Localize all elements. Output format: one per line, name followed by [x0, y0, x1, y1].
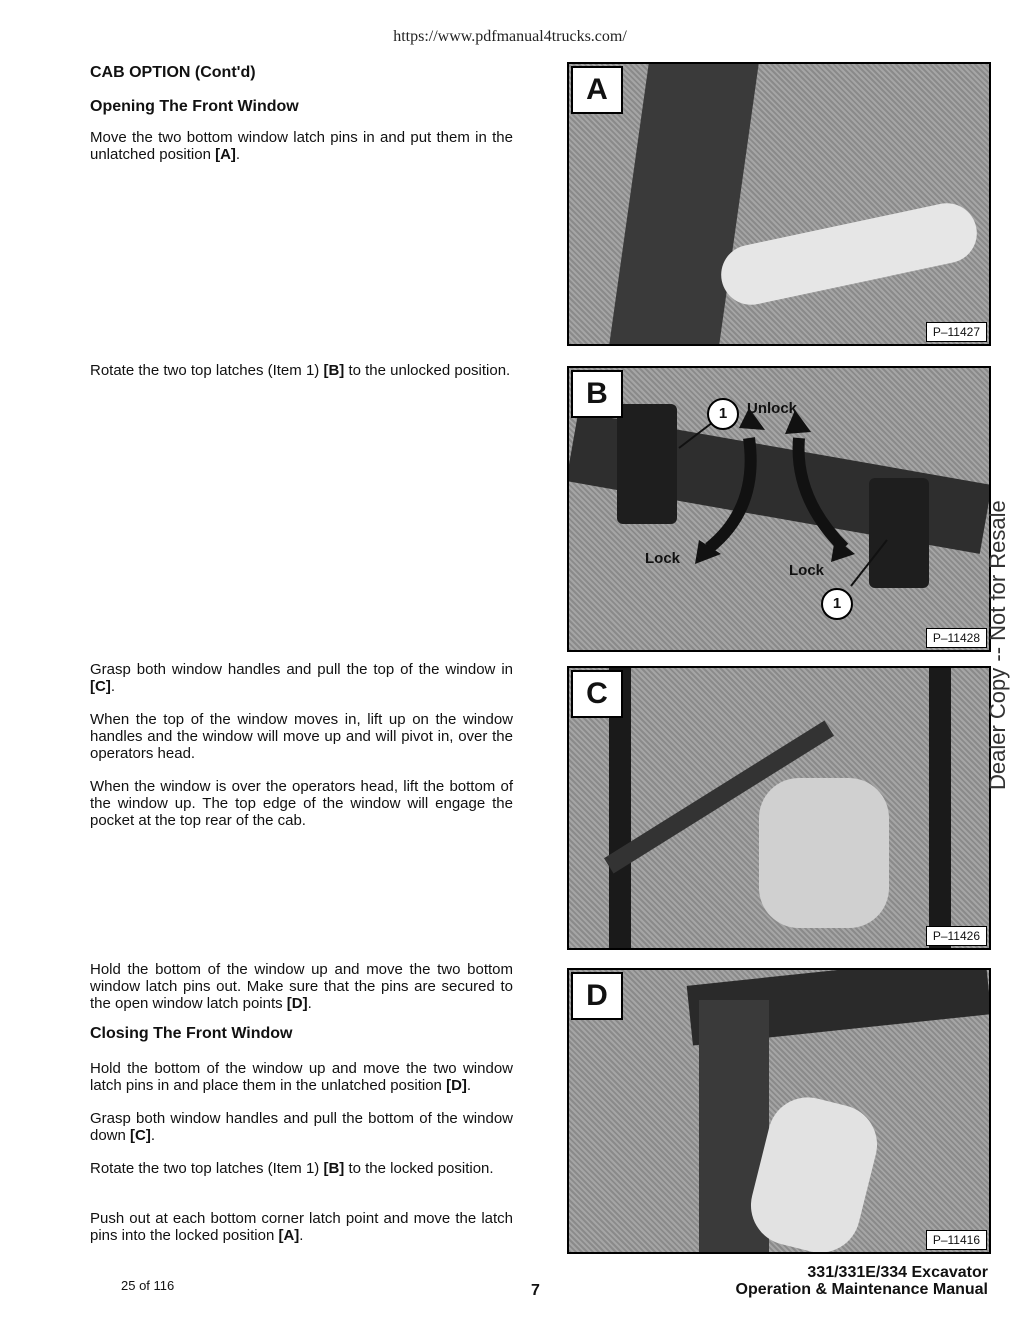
- text: .: [150, 1127, 156, 1144]
- operator-shape: [759, 778, 889, 928]
- closing-heading-block: [90, 1025, 513, 1043]
- source-url: https://www.pdfmanual4trucks.com/: [393, 28, 627, 45]
- page-number: 7: [531, 1282, 540, 1299]
- text: Move the two bottom window latch pins in and put them in the unlatched position: [90, 129, 513, 163]
- figure-d-code: P–11416: [926, 1230, 987, 1250]
- lock-label-right: Lock: [789, 562, 825, 579]
- opening-step-4: [90, 711, 513, 762]
- figure-c-label: C: [571, 670, 623, 718]
- manual-title-line-2: Operation & Maintenance Manual: [735, 1281, 988, 1298]
- figure-ref: [C]: [130, 1127, 151, 1144]
- manual-title: [736, 1264, 988, 1298]
- text: Push out at each bottom corner latch point and move the latch pins into the locked position: [90, 1210, 513, 1244]
- manual-title-line-1: 331/331E/334 Excavator: [807, 1264, 988, 1281]
- closing-step-1: [90, 1060, 513, 1094]
- text: Hold the bottom of the window up and move the two bottom window latch pins out. Make sure that the pins are secured to the open window latch points: [90, 961, 513, 1012]
- figure-a-label: A: [571, 66, 623, 114]
- figure-a-photo: [567, 62, 991, 346]
- section-title-block: [90, 64, 513, 82]
- text: .: [466, 1077, 472, 1094]
- hand-shape: [716, 198, 983, 311]
- text: .: [307, 995, 312, 1012]
- text: .: [235, 146, 241, 163]
- closing-step-4: [90, 1210, 513, 1244]
- text: to the unlocked position.: [344, 362, 511, 379]
- cab-post-right-shape: [929, 668, 951, 948]
- text: Grasp both window handles and pull the top of the window in: [90, 661, 513, 678]
- opening-step-6: [90, 961, 513, 1012]
- figure-ref: [D]: [446, 1077, 467, 1094]
- text: to the locked position.: [344, 1160, 494, 1177]
- text: .: [299, 1227, 304, 1244]
- cab-frame-shape: [609, 64, 758, 344]
- opening-step-2: [90, 362, 513, 379]
- opening-step-1: [90, 129, 513, 163]
- text: Rotate the two top latches (Item 1): [90, 1160, 324, 1177]
- figure-ref: [B]: [323, 1160, 345, 1177]
- figure-d-photo: [567, 968, 991, 1254]
- paragraph: When the top of the window moves in, lift up on the window handles and the window will move up and will pivot in, over the operators head.: [90, 711, 513, 762]
- item-1-callout-top: 1: [707, 398, 739, 430]
- figure-c-code: P–11426: [926, 926, 987, 946]
- figure-b-code: P–11428: [926, 628, 987, 648]
- unlock-label: Unlock: [747, 400, 798, 417]
- watermark: Dealer Copy -- Not for Resale: [985, 500, 1010, 790]
- item-1-callout-bottom: 1: [821, 588, 853, 620]
- paragraph: When the window is over the operators head, lift the bottom of the window up. The top edge of the window will engage the pocket at the top rear of the cab.: [90, 778, 513, 829]
- text: Grasp both window handles and pull the bottom of the window down: [90, 1110, 513, 1144]
- text: Hold the bottom of the window up and move the two window latch pins in and place them in the unlatched position: [90, 1060, 513, 1094]
- text: Rotate the two top latches (Item 1): [90, 362, 324, 379]
- figure-a-code: P–11427: [926, 322, 987, 342]
- closing-heading: Closing The Front Window: [90, 1025, 293, 1042]
- opening-step-3: [90, 661, 513, 695]
- figure-c-photo: [567, 666, 991, 950]
- closing-step-3: [90, 1160, 513, 1177]
- figure-ref: [A]: [215, 146, 236, 163]
- opening-heading: Opening The Front Window: [90, 98, 299, 115]
- page-counter: 25 of 116: [121, 1278, 175, 1293]
- figure-ref: [D]: [286, 995, 308, 1012]
- figure-b-label: B: [571, 370, 623, 418]
- figure-ref: [B]: [323, 362, 345, 379]
- figure-b-photo: [567, 366, 991, 652]
- figure-ref: [C]: [90, 678, 111, 695]
- text: .: [110, 678, 115, 695]
- section-title: CAB OPTION (Cont'd): [90, 64, 256, 81]
- figure-d-label: D: [571, 972, 623, 1020]
- closing-step-2: [90, 1110, 513, 1144]
- opening-heading-block: [90, 98, 513, 116]
- opening-step-5: [90, 778, 513, 829]
- figure-ref: [A]: [278, 1227, 300, 1244]
- lock-label-left: Lock: [645, 550, 681, 567]
